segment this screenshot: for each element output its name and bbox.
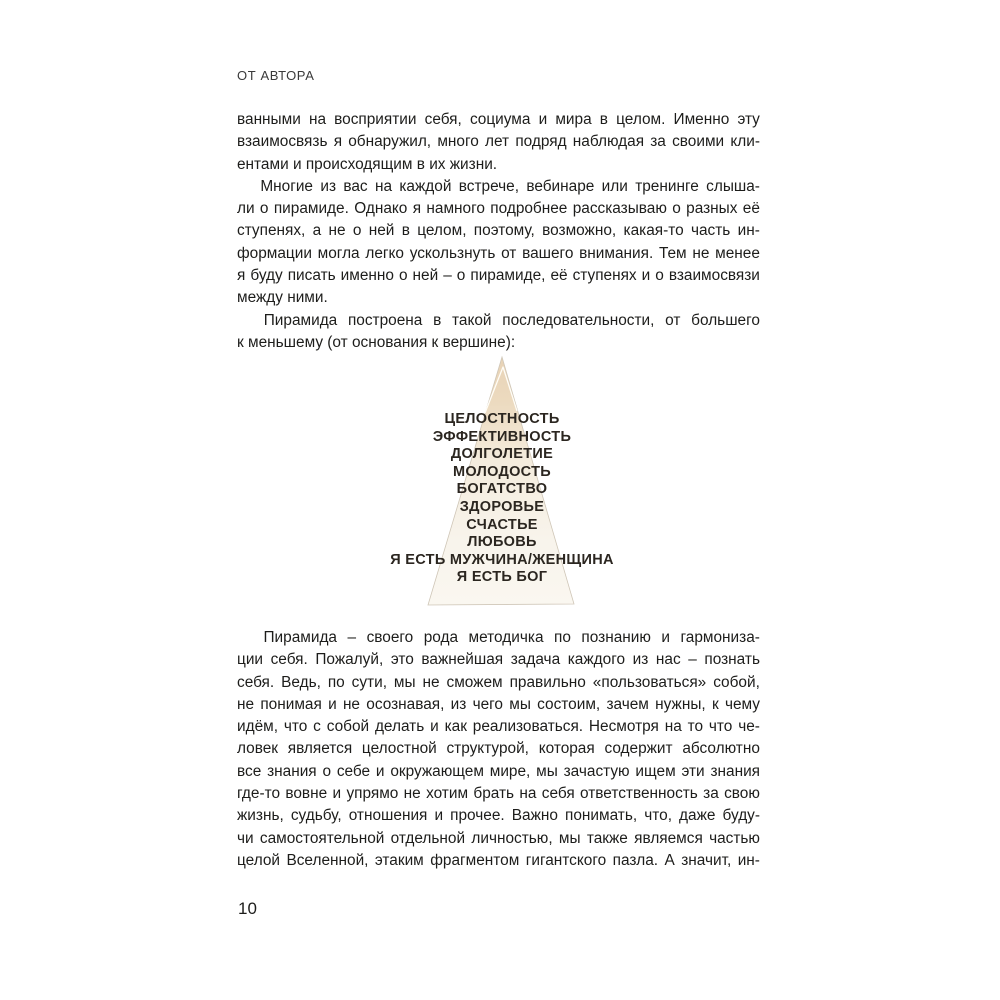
text-line: ли о пирамиде. Однако я намного подробнее рассказываю о разных её [237,200,760,218]
text-line: ентами и происходящим в их жизни. [237,155,498,173]
text-line: к меньшему (от основания к вершине): [237,333,516,351]
text-line: не понимая и не осознавая, из чего мы состоим, зачем нужны, к чему [237,695,760,713]
pyramid-labels [337,411,667,587]
text-line: идём, что с собой делать и как реализоваться. Несмотря на то что че- [237,718,760,736]
text-line: себя. Ведь, по сути, мы не сможем правильно «пользоваться» собой, [237,673,760,691]
text-line: ловек является целостной структурой, которая содержит абсолютно [237,740,760,758]
text-line: взаимосвязь я обнаружил, много лет подряд наблюдая за своими кли- [237,133,760,151]
pyramid-level-label: МОЛОДОСТЬ [453,463,551,480]
text-line: чи самостоятельной отдельной личностью, мы также являемся частью [237,829,760,847]
text-line: ванными на восприятии себя, социума и мира в целом. Именно эту [237,111,760,128]
paragraph [237,109,760,176]
text-line: целой Вселенной, этаким фрагментом гигантского пазла. А значит, ин- [237,851,760,869]
pyramid-level-label: Я ЕСТЬ МУЖЧИНА/ЖЕНЩИНА [390,551,614,568]
pyramid-level-label: ЭФФЕКТИВНОСТЬ [432,428,572,445]
text-line: где-то вовне и упрямо не хотим брать на себя ответственность за свою [237,785,760,803]
paragraph [237,176,760,310]
text-line: Пирамида построена в такой последовательности, от большего [263,311,760,329]
text-line: ции себя. Пожалуй, это важнейшая задача каждого из нас – познать [237,651,760,669]
page-number: 10 [238,899,257,918]
pyramid-level-label: Я ЕСТЬ БОГ [456,569,548,586]
text-line: я буду писать именно о ней – о пирамиде, её ступенях и о взаимосвязи [237,267,760,285]
pyramid-level-label: ДОЛГОЛЕТИЕ [450,446,554,463]
text-line: между ними. [237,289,328,307]
text-line: Многие из вас на каждой встрече, вебинаре или тренинге слыша- [260,177,760,195]
text-line: Пирамида – своего рода методичка по познанию и гармониза- [263,629,760,646]
text-line: формации могла легко ускользнуть от вашего внимания. Тем не менее [237,244,760,262]
running-head: ОТ АВТОРА [237,68,315,83]
paragraph [237,627,760,872]
text-block-top [237,109,760,354]
pyramid-level-label: ЦЕЛОСТНОСТЬ [444,411,560,427]
pyramid-level-label: СЧАСТЬЕ [466,516,538,533]
text-line: все знания о себе и окружающем мире, мы зачастую ищем эти знания [237,762,760,780]
text-line: ступенях, а не о ней в целом, поэтому, возможно, какая-то часть ин- [237,222,760,240]
pyramid-level-label: ЗДОРОВЬЕ [459,498,545,515]
text-block-bottom [237,627,760,872]
paragraph [237,310,760,355]
text-line: жизнь, судьбу, отношения и прочее. Важно понимать, что, даже буду- [237,807,760,825]
pyramid-level-label: ЛЮБОВЬ [467,534,537,551]
pyramid-level-label: БОГАТСТВО [456,481,548,498]
